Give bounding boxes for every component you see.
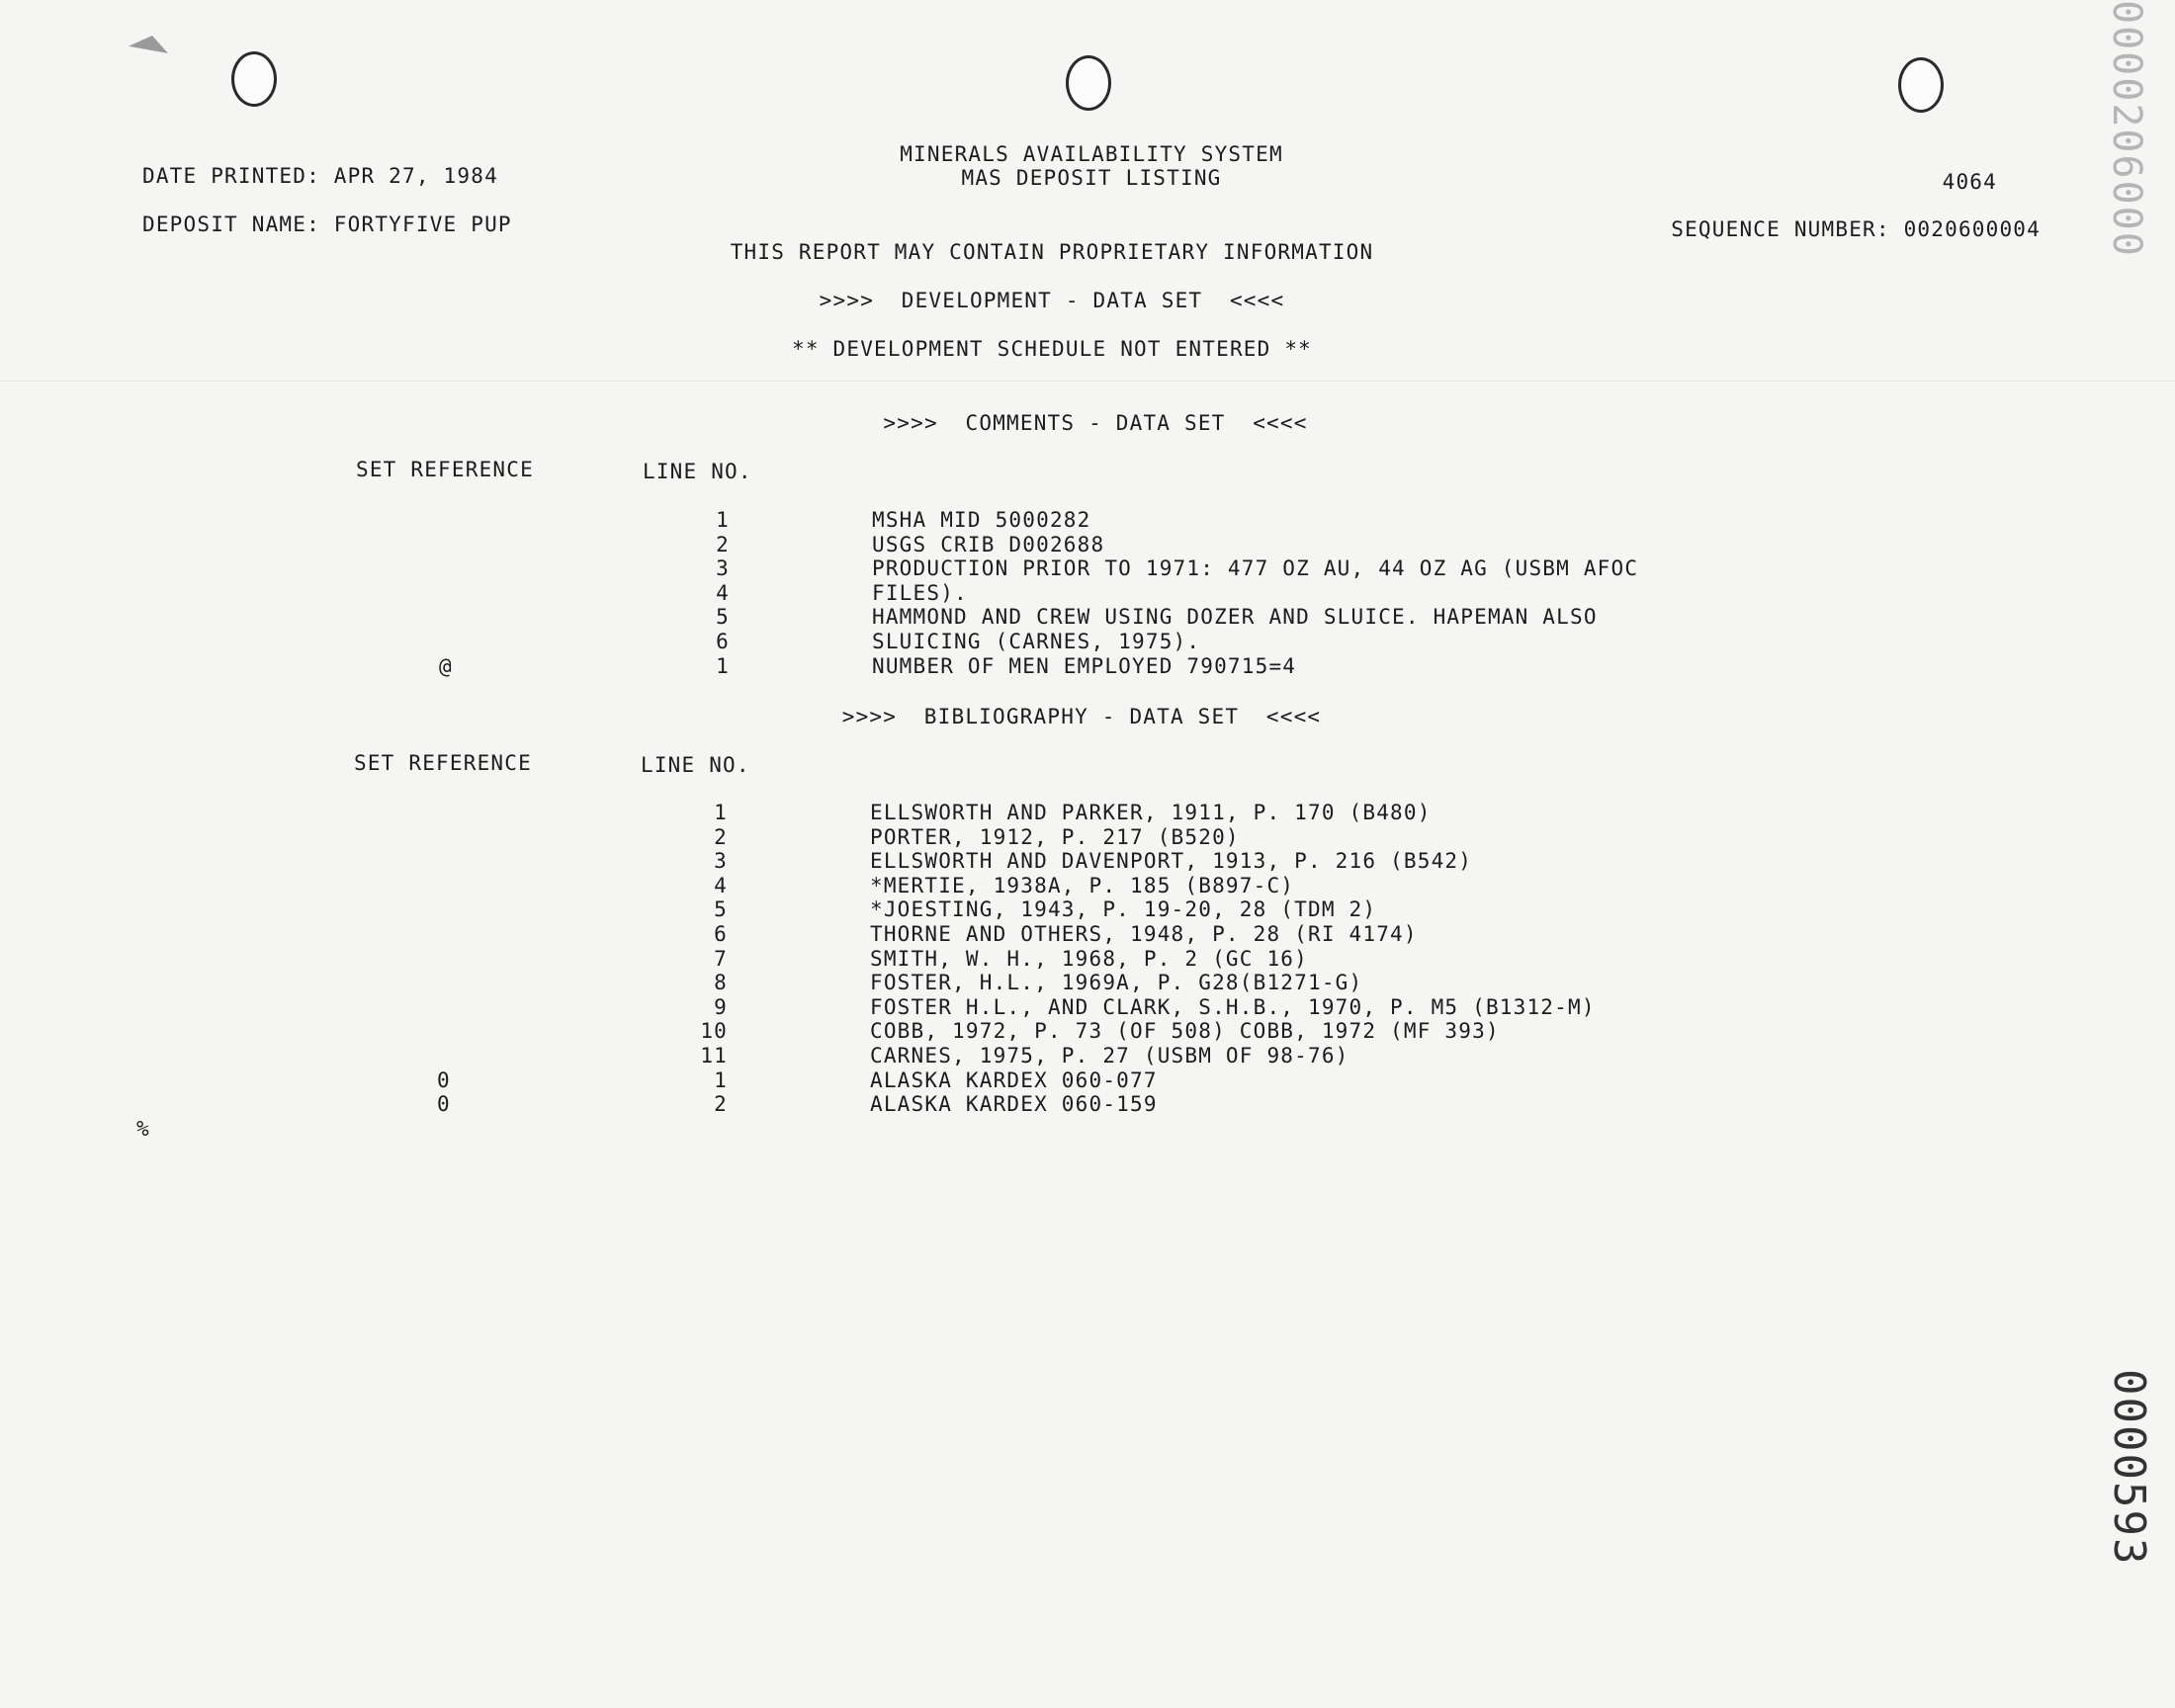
row-line-number: 4	[716, 580, 730, 605]
development-note: ** DEVELOPMENT SCHEDULE NOT ENTERED **	[791, 337, 1313, 361]
row-line-number: 2	[714, 1092, 728, 1117]
row-text: ELLSWORTH AND DAVENPORT, 1913, P. 216 (B542)	[870, 849, 1473, 874]
row-line-number: 1	[716, 653, 730, 678]
row-line-number: 11	[700, 1044, 728, 1068]
comments-col-set-reference: SET REFERENCE	[356, 458, 534, 481]
row-line-number: 5	[714, 897, 728, 922]
row-text: USGS CRIB D002688	[872, 532, 1105, 556]
row-line-number: 1	[714, 801, 728, 824]
margin-stamp-bottom: 0000593	[2104, 1369, 2154, 1567]
row-set-reference: @	[439, 653, 453, 678]
bibliography-section-title: >>>> BIBLIOGRAPHY - DATA SET <<<<	[841, 705, 1322, 728]
row-line-number: 1	[716, 508, 730, 532]
row-line-number: 3	[716, 556, 730, 581]
row-text: SLUICING (CARNES, 1975).	[872, 630, 1201, 653]
row-text: ALASKA KARDEX 060-159	[870, 1092, 1158, 1117]
footer-mark: %	[136, 1117, 150, 1141]
row-text: SMITH, W. H., 1968, P. 2 (GC 16)	[870, 946, 1308, 971]
punch-hole-center	[1066, 55, 1111, 111]
comments-section-title: >>>> COMMENTS - DATA SET <<<<	[883, 411, 1308, 435]
fold-line	[0, 381, 2175, 382]
row-text: NUMBER OF MEN EMPLOYED 790715=4	[872, 653, 1297, 678]
row-text: FILES).	[872, 580, 968, 605]
proprietary-notice: THIS REPORT MAY CONTAIN PROPRIETARY INFORMATION	[730, 240, 1374, 264]
row-line-number: 6	[714, 922, 728, 946]
punch-hole-left	[231, 51, 277, 107]
sequence-number: SEQUENCE NUMBER: 0020600004	[1671, 217, 2041, 241]
comments-col-line-no: LINE NO.	[643, 460, 752, 483]
row-set-reference: 0	[437, 1092, 451, 1117]
row-line-number: 1	[714, 1068, 728, 1092]
development-section-title: >>>> DEVELOPMENT - DATA SET <<<<	[819, 289, 1285, 312]
bibliography-col-set-reference: SET REFERENCE	[354, 751, 532, 775]
row-line-number: 6	[716, 630, 730, 653]
row-line-number: 2	[716, 532, 730, 556]
margin-stamp-top: 0000206000	[2104, 0, 2149, 258]
row-text: CARNES, 1975, P. 27 (USBM OF 98-76)	[870, 1044, 1349, 1068]
row-text: FOSTER, H.L., 1969A, P. G28(B1271-G)	[870, 971, 1363, 995]
row-text: THORNE AND OTHERS, 1948, P. 28 (RI 4174)	[870, 922, 1418, 946]
row-text: HAMMOND AND CREW USING DOZER AND SLUICE. HAPEMAN ALSO	[872, 605, 1598, 630]
row-text: COBB, 1972, P. 73 (OF 508) COBB, 1972 (MF 393)	[870, 1019, 1500, 1044]
row-text: MSHA MID 5000282	[872, 508, 1091, 532]
corner-smudge	[129, 36, 168, 53]
row-line-number: 2	[714, 824, 728, 849]
bibliography-col-line-no: LINE NO.	[641, 753, 750, 777]
row-text: FOSTER H.L., AND CLARK, S.H.B., 1970, P. M5 (B1312-M)	[870, 994, 1596, 1019]
row-text: ELLSWORTH AND PARKER, 1911, P. 170 (B480)	[870, 801, 1432, 824]
listing-title: MAS DEPOSIT LISTING	[961, 166, 1222, 190]
row-text: ALASKA KARDEX 060-077	[870, 1068, 1158, 1092]
row-set-reference: 0	[437, 1068, 451, 1092]
system-title: MINERALS AVAILABILITY SYSTEM	[900, 142, 1283, 166]
row-text: PRODUCTION PRIOR TO 1971: 477 OZ AU, 44 OZ AG (USBM AFOC	[872, 556, 1639, 581]
row-line-number: 10	[700, 1019, 728, 1044]
row-line-number: 9	[714, 994, 728, 1019]
row-line-number: 3	[714, 849, 728, 874]
date-printed: DATE PRINTED: APR 27, 1984	[142, 164, 498, 188]
punch-hole-right	[1898, 57, 1944, 113]
page-number: 4064	[1942, 170, 1997, 194]
row-line-number: 8	[714, 971, 728, 995]
row-text: PORTER, 1912, P. 217 (B520)	[870, 824, 1240, 849]
row-text: *JOESTING, 1943, P. 19-20, 28 (TDM 2)	[870, 897, 1377, 922]
row-line-number: 4	[714, 873, 728, 897]
row-line-number: 5	[716, 605, 730, 630]
row-line-number: 7	[714, 946, 728, 971]
row-text: *MERTIE, 1938A, P. 185 (B897-C)	[870, 873, 1295, 897]
deposit-name: DEPOSIT NAME: FORTYFIVE PUP	[142, 213, 512, 236]
